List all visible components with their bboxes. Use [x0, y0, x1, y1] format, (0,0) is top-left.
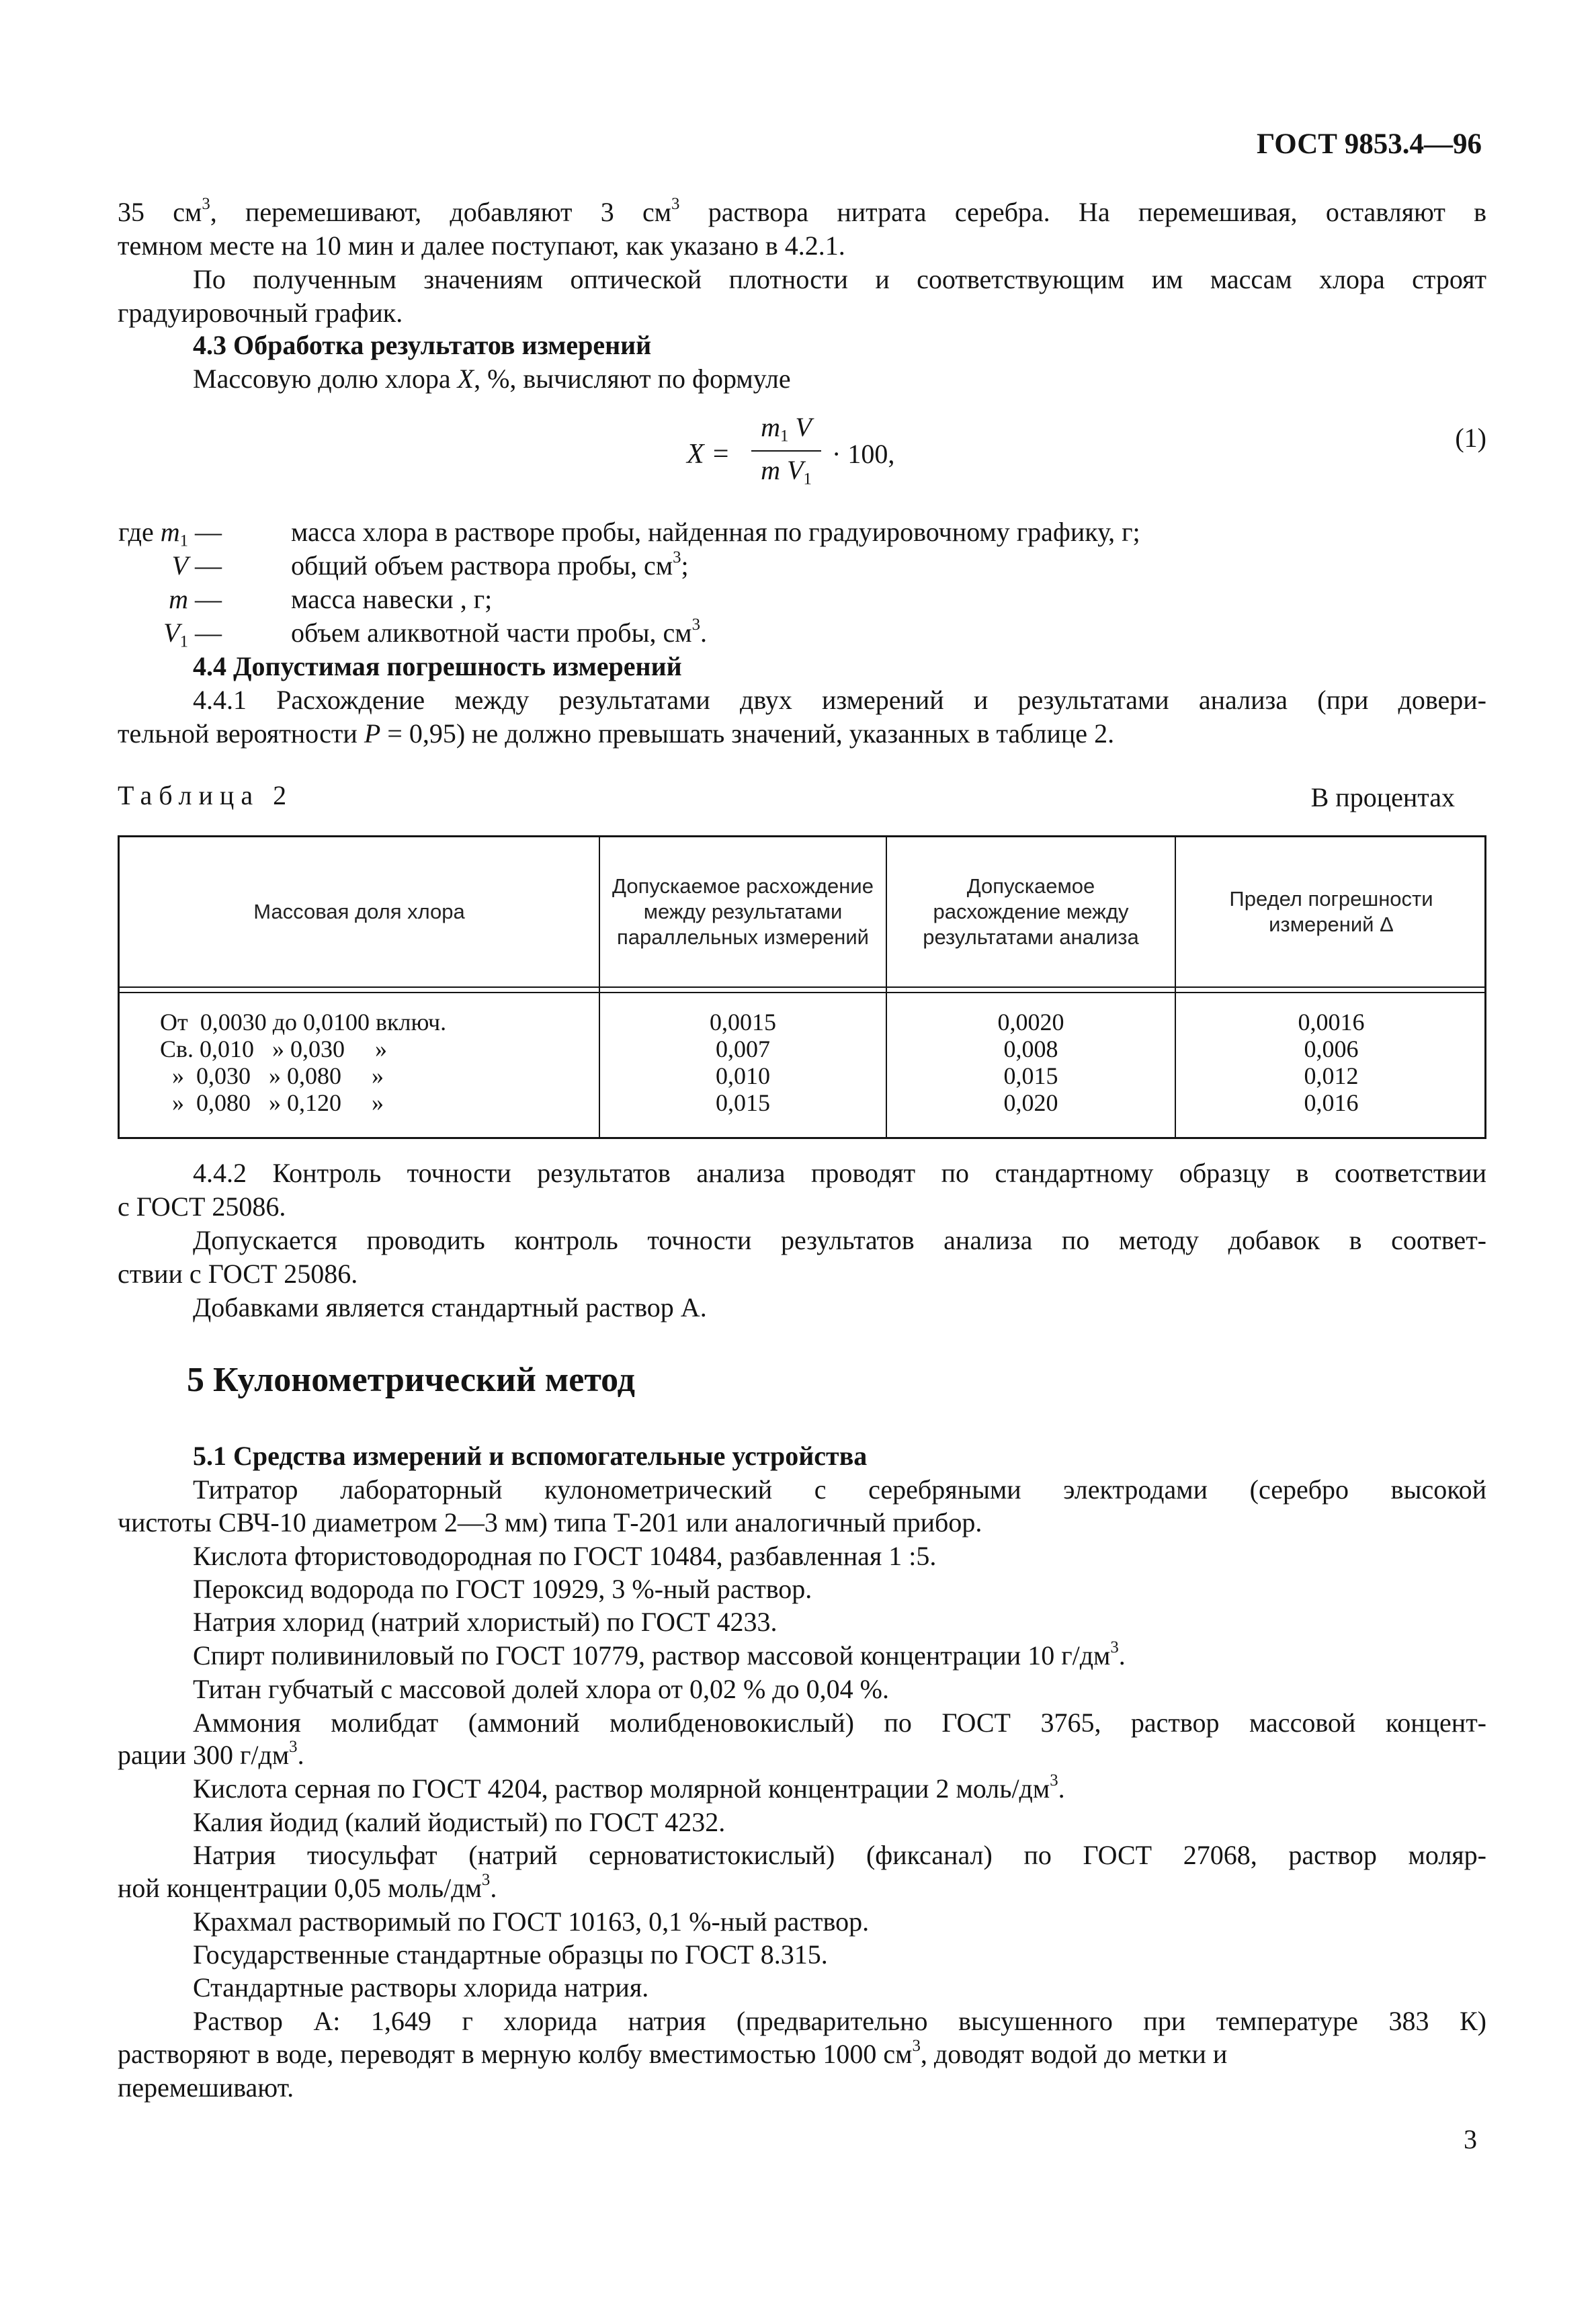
- section-5-1-line: Государственные стандартные образцы по ГОСТ 8.315.: [193, 1939, 828, 1970]
- paragraph-4-4-2-line-4: ствии с ГОСТ 25086.: [118, 1259, 358, 1289]
- table-2: [118, 835, 1486, 1139]
- section-5-1-line: Натрия тиосульфат (натрий серноватистокислый) (фиксанал) по ГОСТ 27068, раствор моляр-: [193, 1840, 1486, 1870]
- table-column-parallel: 0,0015 0,007 0,010 0,015: [710, 1009, 776, 1116]
- paragraph-4-4-2-line-5: Добавками является стандартный раствор А.: [193, 1292, 707, 1322]
- table-header-divider: [120, 992, 1484, 993]
- formula-number: (1): [1455, 423, 1486, 453]
- table-header-cell: Допускаемое расхождение между результатами анализа: [923, 874, 1139, 949]
- table-header-cell: Предел погрешности измерений Δ: [1229, 887, 1433, 936]
- paragraph-4-4-2-line-1: 4.4.2 Контроль точности результатов анализа проводят по стандартному образцу в соответствии: [193, 1158, 1486, 1188]
- section-5-title: 5 Кулонометрический метод: [187, 1361, 635, 1399]
- document-header-standard: ГОСТ 9853.4—96: [1257, 128, 1482, 160]
- legend-symbol-m: m —: [169, 584, 222, 614]
- section-5-1-line: Кислота серная по ГОСТ 4204, раствор молярной концентрации 2 моль/$дм^3$.: [193, 1771, 1065, 1804]
- section-5-1-line: Раствор А: 1,649 г хлорида натрия (предварительно высушенного при температуре 383 К): [193, 2006, 1486, 2036]
- section-5-1-line: Кислота фтористоводородная по ГОСТ 10484, разбавленная 1 :5.: [193, 1541, 937, 1571]
- table-unit: В процентах: [1310, 782, 1455, 812]
- section-5-1-line: Титратор лабораторный кулонометрический с серебряными электродами (серебро высокой: [193, 1474, 1486, 1505]
- section-5-1-line: Калия йодид (калий йодистый) по ГОСТ 4232.: [193, 1807, 726, 1837]
- table-header-divider: [120, 986, 1484, 988]
- table-caption: Таблица 2: [118, 780, 294, 810]
- page-number: 3: [1464, 2124, 1477, 2154]
- formula-multiplier: · 100,: [832, 439, 895, 469]
- section-5-1-line: Натрия хлорид (натрий хлористый) по ГОСТ 4233.: [193, 1607, 778, 1637]
- formula-lhs: X =: [687, 439, 730, 470]
- paragraph-4-4-2-line-3: Допускается проводить контроль точности результатов анализа по методу добавок в соответ-: [193, 1225, 1486, 1255]
- table-column-mass-fraction: От 0,0030 до 0,0100 включ. Св. 0,010 » 0,030 » » 0,030 » 0,080 » » 0,080 » 0,120 »: [160, 1009, 447, 1116]
- legend-text-m1: масса хлора в растворе пробы, найденная по градуировочному графику, г;: [291, 517, 1140, 547]
- paragraph-graph-line-2: градуировочный график.: [118, 298, 403, 328]
- paragraph-continuation-line-1: 35 $см^3$, перемешивают, добавляют 3 $см^3$ раствора нитрата серебра. На перемешивая, оставляют в: [118, 195, 1486, 227]
- legend-symbol-v: V —: [171, 550, 222, 581]
- section-4-3-intro: Массовую долю хлора X, %, вычисляют по формуле: [193, 364, 791, 394]
- table-column-analysis: 0,0020 0,008 0,015 0,020: [997, 1009, 1064, 1116]
- section-4-3-title: 4.3 Обработка результатов измерений: [193, 330, 652, 360]
- legend-text-v: общий объем раствора пробы, $см^3$;: [291, 548, 689, 581]
- section-5-1-line: Титан губчатый с массовой долей хлора от 0,02 % до 0,04 %.: [193, 1674, 889, 1704]
- table-column-error-limit: 0,0016 0,006 0,012 0,016: [1298, 1009, 1365, 1116]
- table-header-cell: Допускаемое расхождение между результатами параллельных измерений: [612, 874, 874, 949]
- section-5-1-line: ной концентрации 0,05 моль/$дм^3$.: [118, 1871, 497, 1903]
- legend-symbol-v1: $V_1$ —: [163, 618, 222, 651]
- section-5-1-title: 5.1 Средства измерений и вспомогательные устройства: [193, 1441, 868, 1471]
- section-5-1-line: перемешивают.: [118, 2072, 294, 2103]
- section-5-1-line: чистоты СВЧ-10 диаметром 2—3 мм) типа Т-201 или аналогичный прибор.: [118, 1507, 982, 1538]
- paragraph-4-4-1-line-1: 4.4.1 Расхождение между результатами двух измерений и результатами анализа (при довери-: [193, 685, 1486, 715]
- paragraph-continuation-line-2: темном месте на 10 мин и далее поступают, как указано в 4.2.1.: [118, 230, 845, 261]
- formula-fraction-bar: [751, 450, 821, 452]
- paragraph-4-4-1-line-2: тельной вероятности P = 0,95) не должно превышать значений, указанных в таблице 2.: [118, 718, 1115, 749]
- legend-text-v1: объем аликвотной части пробы, $см^3$.: [291, 616, 708, 648]
- formula-numerator: $m_1$ V: [761, 412, 812, 446]
- legend-text-m: масса навески , г;: [291, 584, 493, 614]
- table-header-cell: Массовая доля хлора: [253, 900, 465, 923]
- paragraph-4-4-2-line-2: с ГОСТ 25086.: [118, 1191, 286, 1222]
- section-4-4-title: 4.4 Допустимая погрешность измерений: [193, 651, 682, 681]
- section-5-1-line: Спирт поливиниловый по ГОСТ 10779, раствор массовой концентрации 10 $г/дм^3$.: [193, 1638, 1126, 1671]
- section-5-1-line: растворяют в воде, переводят в мерную колбу вместимостью 1000 $см^3$, доводят водой до метки и: [118, 2037, 1228, 2069]
- formula-denominator: m $V_1$: [761, 455, 812, 489]
- section-5-1-line: Стандартные растворы хлорида натрия.: [193, 1972, 649, 2003]
- legend-symbol-m1: где $m_1$ —: [118, 517, 222, 550]
- section-5-1-line: рации 300 $г/дм^3$.: [118, 1738, 304, 1770]
- section-5-1-line: Пероксид водорода по ГОСТ 10929, 3 %-ный раствор.: [193, 1574, 812, 1604]
- section-5-1-line: Аммония молибдат (аммоний молибденовокислый) по ГОСТ 3765, раствор массовой концент-: [193, 1708, 1486, 1738]
- section-5-1-line: Крахмал растворимый по ГОСТ 10163, 0,1 %-ный раствор.: [193, 1906, 870, 1937]
- paragraph-graph-line-1: По полученным значениям оптической плотности и соответствующим им массам хлора строят: [193, 264, 1486, 294]
